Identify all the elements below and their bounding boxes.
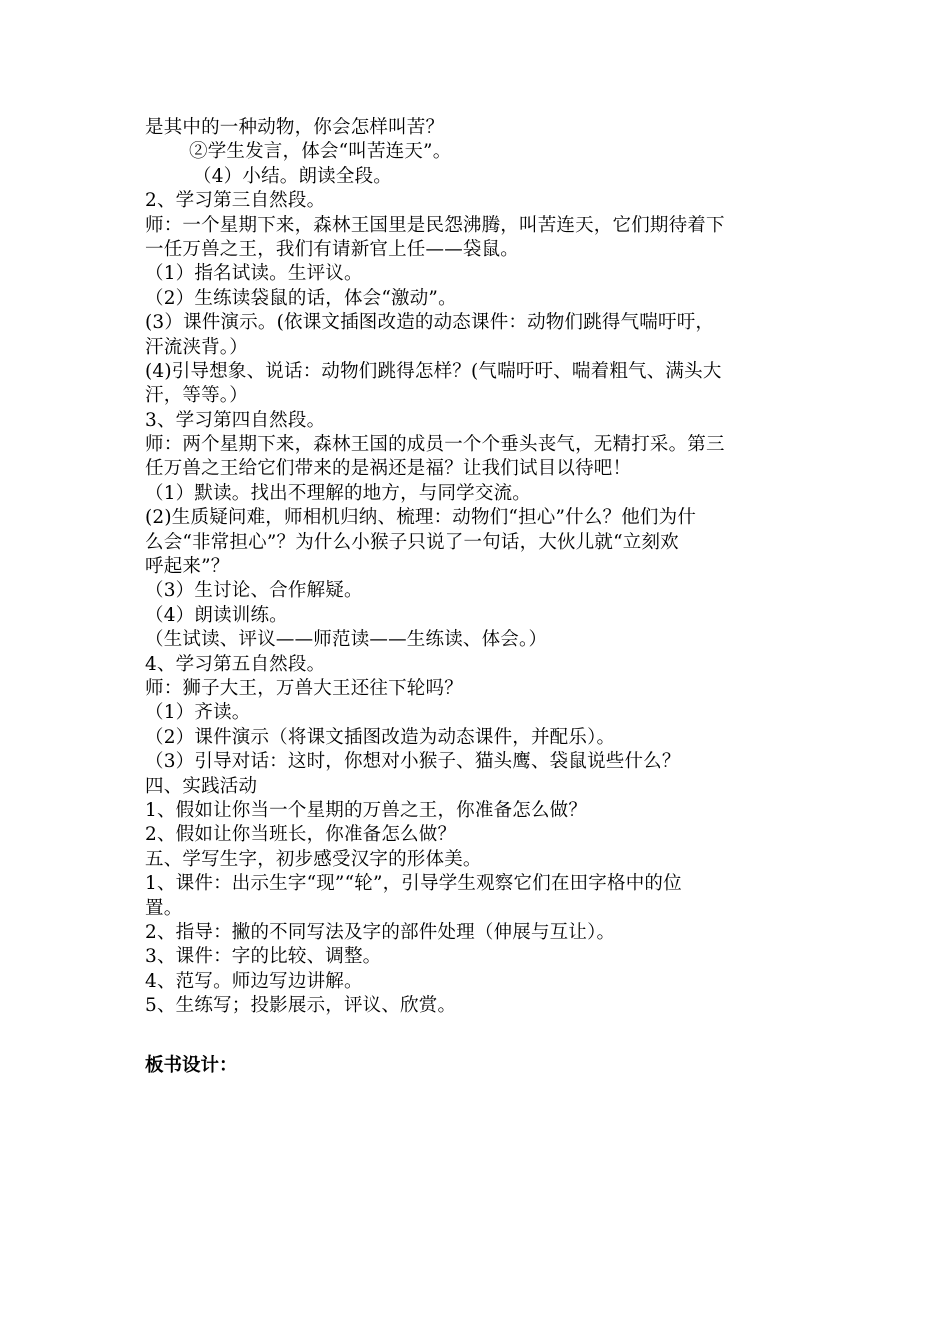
section-title: 4、学习第五自然段。 bbox=[145, 653, 326, 675]
text-line: 置。 bbox=[145, 897, 183, 919]
text-line: ②学生发言，体会“叫苦连天”。 bbox=[189, 141, 452, 163]
text-line: （2）生练读袋鼠的话，体会“激动”。 bbox=[145, 287, 457, 309]
board-design-heading: 板书设计： bbox=[145, 1055, 238, 1077]
text-line: （4）小结。朗读全段。 bbox=[193, 165, 392, 187]
text-line: 么会“非常担心”？为什么小猴子只说了一句话，大伙儿就“立刻欢 bbox=[145, 531, 679, 553]
text-line: 一任万兽之王，我们有请新官上任——袋鼠。 bbox=[145, 238, 520, 260]
text-line: 1、课件：出示生字“现”“轮”，引导学生观察它们在田字格中的位 bbox=[145, 873, 682, 895]
text-line: 任万兽之王给它们带来的是祸还是福？让我们试目以待吧！ bbox=[145, 458, 632, 480]
text-line: 是其中的一种动物，你会怎样叫苦？ bbox=[145, 117, 445, 138]
text-line: （4）朗读训练。 bbox=[145, 604, 288, 626]
text-line: 师：狮子大王，万兽大王还往下轮吗？ bbox=[145, 677, 463, 699]
text-line: （1）齐读。 bbox=[145, 702, 251, 724]
text-line: 3、课件：字的比较、调整。 bbox=[145, 946, 382, 968]
section-title: 五、学写生字，初步感受汉字的形体美。 bbox=[145, 848, 482, 870]
text-line: 呼起来”？ bbox=[145, 556, 230, 578]
text-line: 5、生练写；投影展示，评议、欣赏。 bbox=[145, 995, 457, 1017]
text-line: （1）指名试读。生评议。 bbox=[145, 263, 363, 285]
document-page bbox=[145, 116, 815, 1079]
text-line: 汗流浃背。） bbox=[145, 336, 248, 358]
text-line: （2）课件演示（将课文插图改造为动态课件，并配乐）。 bbox=[145, 726, 616, 748]
text-line: 2、指导：撇的不同写法及字的部件处理（伸展与互让）。 bbox=[145, 921, 616, 943]
section-title: 四、实践活动 bbox=[145, 775, 258, 797]
spacer bbox=[145, 1018, 815, 1054]
text-line: 4、范写。师边写边讲解。 bbox=[145, 970, 363, 992]
text-line: 1、假如让你当一个星期的万兽之王，你准备怎么做？ bbox=[145, 799, 588, 821]
text-line: (2)生质疑问难，师相机归纳、梳理：动物们“担心”什么？他们为什 bbox=[145, 507, 697, 529]
section-title: 2、学习第三自然段。 bbox=[145, 190, 326, 212]
text-line: （3）引导对话：这时，你想对小猴子、猫头鹰、袋鼠说些什么？ bbox=[145, 751, 681, 773]
text-line: 师：两个星期下来，森林王国的成员一个个垂头丧气，无精打采。第三 bbox=[145, 434, 725, 456]
text-line: 汗，等等。） bbox=[145, 385, 248, 407]
text-line: （生试读、评议——师范读——生练读、体会。） bbox=[145, 629, 548, 651]
text-line: 2、假如让你当班长，你准备怎么做？ bbox=[145, 824, 457, 846]
section-title: 3、学习第四自然段。 bbox=[145, 409, 326, 431]
text-line: （3）生讨论、合作解疑。 bbox=[145, 580, 363, 602]
text-line: （1）默读。找出不理解的地方，与同学交流。 bbox=[145, 482, 531, 504]
text-line: (4)引导想象、说话：动物们跳得怎样？(气喘吁吁、喘着粗气、满头大 bbox=[145, 360, 722, 382]
text-line: (3）课件演示。(依课文插图改造的动态课件：动物们跳得气喘吁吁， bbox=[145, 312, 715, 334]
text-line: 师：一个星期下来，森林王国里是民怨沸腾，叫苦连天，它们期待着下 bbox=[145, 214, 725, 236]
